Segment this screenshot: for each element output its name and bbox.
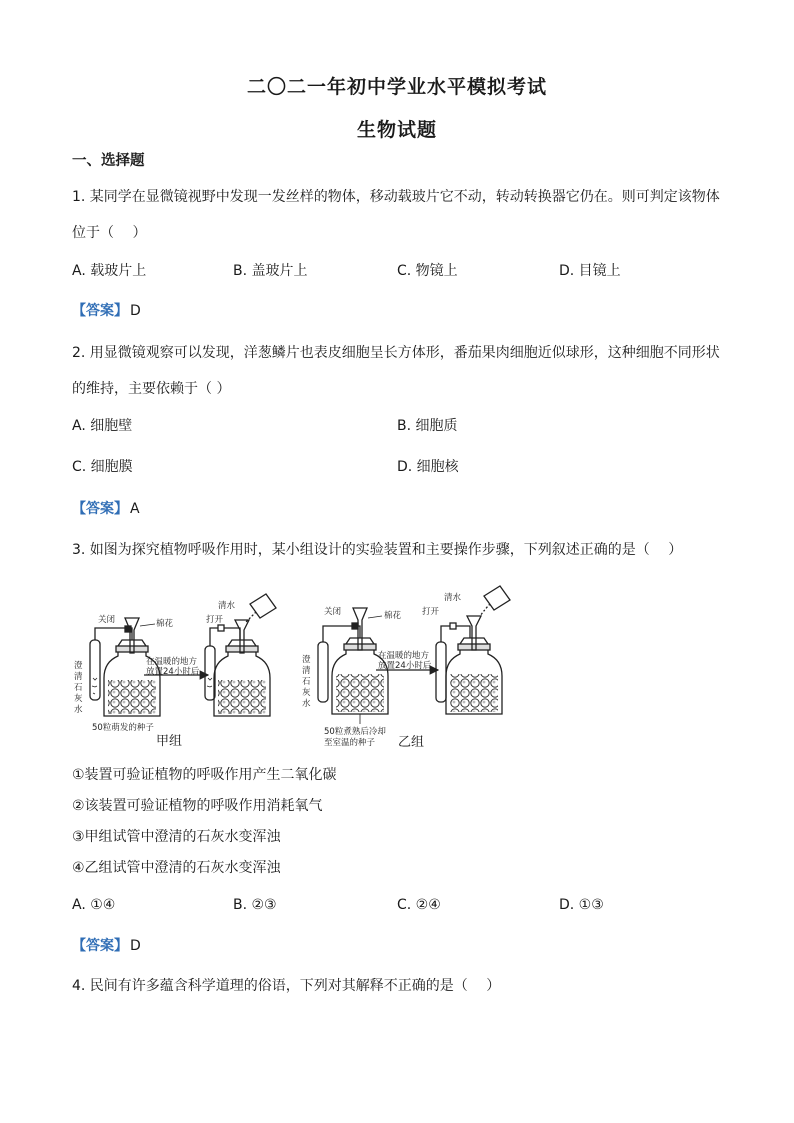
label-close-a: 关闭 [98,615,116,625]
question-1-option-b: B. 盖玻片上 [233,263,308,279]
apparatus-a-after [205,594,276,716]
answer-value: A [130,501,140,517]
label-seeds-b-line-2: 至室温的种子 [324,738,376,748]
label-arrow-b-line-2: 放置24小时后 [378,661,432,671]
question-2-option-d: D. 细胞核 [397,459,459,475]
question-3-option-d: D. ①③ [559,897,604,913]
question-1-option-a: A. 载玻片上 [72,263,147,279]
label-arrow-b-line-1: 在温暖的地方 [378,651,430,661]
figure-caption-group-a: 甲组 [156,734,183,749]
question-2-answer [72,500,140,518]
section-heading: 一、选择题 [72,153,145,169]
figure-caption-group-b: 乙组 [398,735,425,750]
label-cotton-a: 棉花 [156,619,174,629]
question-3-option-a: A. ①④ [72,897,116,913]
page-subtitle: 生物试题 [356,119,437,141]
label-limewater-a: 澄清石灰水 [74,661,83,715]
statement-1: ①装置可验证植物的呼吸作用产生二氧化碳 [72,767,337,783]
question-2-option-b: B. 细胞质 [397,418,458,434]
answer-value: D [130,303,141,319]
label-seeds-a: 50粒萌发的种子 [92,723,154,733]
label-open-a: 打开 [206,615,224,625]
statement-3: ③甲组试管中澄清的石灰水变浑浊 [72,829,281,845]
label-arrow-a-line-2: 放置24小时后 [146,667,200,677]
question-2-option-a: A. 细胞壁 [72,418,133,434]
question-2-line-1: 2. 用显微镜观察可以发现，洋葱鳞片也表皮细胞呈长方体形，番茄果肉细胞近似球形，这种细胞不同形状 [72,345,720,361]
label-limewater-b: 澄清石灰水 [302,655,311,709]
question-1-option-d: D. 目镜上 [559,263,621,279]
question-1-answer [72,302,141,320]
statement-4: ④乙组试管中澄清的石灰水变浑浊 [72,860,281,876]
question-3-option-b: B. ②③ [233,897,277,913]
label-close-b: 关闭 [324,607,342,617]
question-4-line-1: 4. 民间有许多蕴含科学道理的俗语，下列对其解释不正确的是（ ） [72,978,501,994]
label-water-b: 清水 [444,593,462,603]
question-1-line-1: 1. 某同学在显微镜视野中发现一发丝样的物体，移动载玻片它不动，转动转换器它仍在。则可判定该物体 [72,189,720,205]
question-3-answer [72,937,141,955]
label-arrow-a-line-1: 在温暖的地方 [146,657,198,667]
answer-label: 【答案】 [72,303,128,319]
question-2-option-c: C. 细胞膜 [72,459,133,475]
question-3-option-c: C. ②④ [397,897,441,913]
answer-value: D [130,938,141,954]
label-cotton-b: 棉花 [384,611,402,621]
label-water-a: 清水 [218,601,236,611]
question-1-option-c: C. 物镜上 [397,263,458,279]
question-1-line-2: 位于（ ） [72,225,147,241]
question-2-line-2: 的维持，主要依赖于（ ） [72,381,231,397]
label-open-b: 打开 [422,607,440,617]
answer-label: 【答案】 [72,938,128,954]
label-seeds-b-line-1: 50粒煮熟后冷却 [324,727,386,737]
experiment-figure [70,578,530,748]
apparatus-b-after [436,586,510,714]
answer-label: 【答案】 [72,501,128,517]
page-title: 二〇二一年初中学业水平模拟考试 [246,76,547,98]
question-3-line-1: 3. 如图为探究植物呼吸作用时，某小组设计的实验装置和主要操作步骤，下列叙述正确的是（ ） [72,542,683,558]
statement-2: ②该装置可验证植物的呼吸作用消耗氧气 [72,798,323,814]
